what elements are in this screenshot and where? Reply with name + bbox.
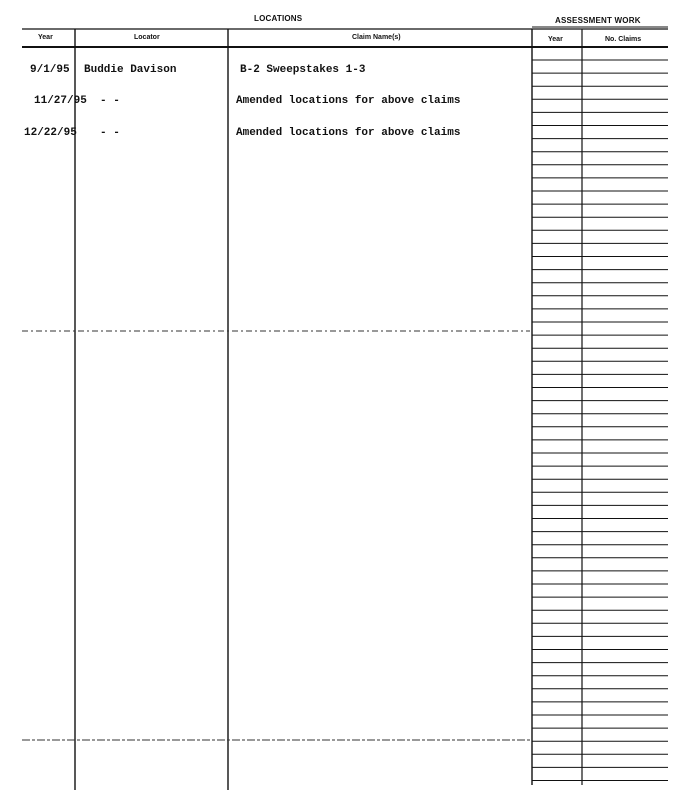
entry-1-year: 9/1/95	[30, 64, 70, 76]
entry-2-year: 11/27/95	[34, 95, 87, 107]
assessment-rows	[532, 60, 668, 781]
entry-1-claim: B-2 Sweepstakes 1-3	[240, 64, 366, 76]
column-header-year: Year	[38, 34, 53, 41]
column-header-no-claims: No. Claims	[605, 36, 642, 43]
column-header-claim-names: Claim Name(s)	[352, 34, 401, 41]
entry-2-locator: - -	[100, 95, 120, 107]
column-header-assessment-year: Year	[548, 36, 563, 43]
column-header-locator: Locator	[134, 34, 160, 41]
entry-3-year: 12/22/95	[24, 127, 77, 139]
entry-3-locator: - -	[100, 127, 120, 139]
entry-1-locator: Buddie Davison	[84, 64, 177, 76]
entry-2-claim: Amended locations for above claims	[236, 95, 461, 107]
assessment-work-heading: ASSESSMENT WORK	[555, 16, 641, 25]
entry-3-claim: Amended locations for above claims	[236, 127, 461, 139]
locations-heading: LOCATIONS	[254, 14, 303, 23]
